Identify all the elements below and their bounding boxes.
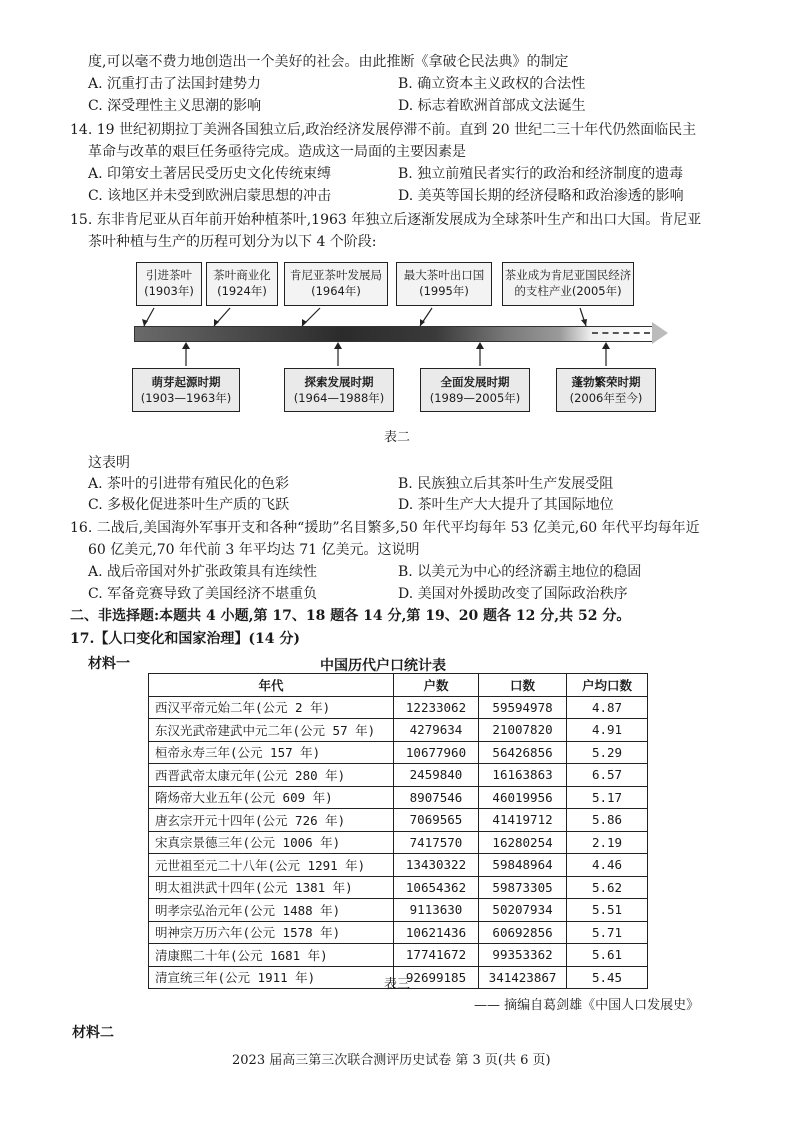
period-box bbox=[132, 368, 240, 412]
q17-title: 17.【人口变化和国家治理】(14 分) bbox=[70, 631, 300, 647]
table-title: 中国历代户口统计表 bbox=[320, 658, 446, 674]
q16-line1: 16. 二战后,美国海外军事开支和各种“援助”名目繁多,50 年代平均每年 53 亿美元,60 年代平均每年近 bbox=[70, 520, 700, 536]
period-name: 探索发展时期 bbox=[304, 375, 374, 389]
table-row bbox=[149, 696, 648, 719]
population-cell: 21007820 bbox=[479, 719, 567, 742]
event-name: 肯尼亚茶叶发展局 bbox=[290, 268, 382, 282]
material-1-label: 材料一 bbox=[88, 656, 130, 672]
population-cell: 50207934 bbox=[479, 899, 567, 922]
era-cell: 明孝宗弘治元年(公元 1488 年) bbox=[149, 899, 394, 922]
q15-line1: 15. 东非肯尼亚从百年前开始种植茶叶,1963 年独立后逐渐发展成为全球茶叶生产和出口大国。肯尼亚 bbox=[70, 212, 702, 228]
avg-cell: 5.45 bbox=[567, 966, 648, 989]
table-header-row bbox=[149, 674, 648, 697]
q16-option-d: D. 美国对外援助改变了国际政治秩序 bbox=[398, 586, 628, 602]
q14-option-d: D. 美英等国长期的经济侵略和政治渗透的影响 bbox=[398, 188, 684, 204]
households-cell: 9113630 bbox=[394, 899, 479, 922]
period-name: 蓬勃繁荣时期 bbox=[571, 375, 641, 389]
era-cell: 明神宗万历六年(公元 1578 年) bbox=[149, 921, 394, 944]
population-cell: 41419712 bbox=[479, 809, 567, 832]
q14-option-c: C. 该地区并未受到欧洲启蒙思想的冲击 bbox=[88, 188, 332, 204]
table2-caption: 表二 bbox=[384, 430, 411, 445]
era-cell: 清宣统三年(公元 1911 年) bbox=[149, 966, 394, 989]
q15-option-a: A. 茶叶的引进带有殖民化的色彩 bbox=[88, 476, 290, 492]
avg-cell: 4.87 bbox=[567, 696, 648, 719]
timeline-dashes bbox=[592, 332, 650, 334]
era-cell: 宋真宗景德三年(公元 1006 年) bbox=[149, 831, 394, 854]
era-cell: 唐玄宗开元十四年(公元 726 年) bbox=[149, 809, 394, 832]
avg-cell: 5.17 bbox=[567, 786, 648, 809]
event-year: (1924年) bbox=[217, 284, 267, 298]
table-row bbox=[149, 921, 648, 944]
table-row bbox=[149, 719, 648, 742]
q14-line2: 革命与改革的艰巨任务亟待完成。造成这一局面的主要因素是 bbox=[88, 144, 466, 160]
q16-line2: 60 亿美元,70 年代前 3 年平均达 71 亿美元。这说明 bbox=[88, 542, 420, 558]
households-cell: 13430322 bbox=[394, 854, 479, 877]
households-cell: 10621436 bbox=[394, 921, 479, 944]
avg-cell: 5.86 bbox=[567, 809, 648, 832]
table-row bbox=[149, 876, 648, 899]
period-name: 萌芽起源时期 bbox=[151, 375, 221, 389]
q13-tail: 度,可以毫不费力地创造出一个美好的社会。由此推断《拿破仑民法典》的制定 bbox=[88, 54, 569, 70]
avg-cell: 5.51 bbox=[567, 899, 648, 922]
q16-option-c: C. 军备竞赛导致了美国经济不堪重负 bbox=[88, 586, 318, 602]
header-era: 年代 bbox=[149, 674, 394, 697]
households-cell: 2459840 bbox=[394, 764, 479, 787]
period-box bbox=[284, 368, 394, 412]
households-cell: 7417570 bbox=[394, 831, 479, 854]
q15-option-b: B. 民族独立后其茶叶生产发展受阻 bbox=[398, 476, 614, 492]
period-range: (1964—1988年) bbox=[293, 391, 385, 405]
era-cell: 西汉平帝元始二年(公元 2 年) bbox=[149, 696, 394, 719]
event-name: 最大茶叶出口国 bbox=[403, 268, 485, 282]
table-row bbox=[149, 831, 648, 854]
era-cell: 隋炀帝大业五年(公元 609 年) bbox=[149, 786, 394, 809]
q13-option-b: B. 确立资本主义政权的合法性 bbox=[398, 76, 586, 92]
avg-cell: 5.62 bbox=[567, 876, 648, 899]
era-cell: 清康熙二十年(公元 1681 年) bbox=[149, 944, 394, 967]
period-name: 全面发展时期 bbox=[440, 375, 510, 389]
population-cell: 341423867 bbox=[479, 966, 567, 989]
table3-caption: 表三 bbox=[384, 977, 411, 992]
avg-cell: 4.46 bbox=[567, 854, 648, 877]
timeline-bar bbox=[134, 326, 654, 342]
population-cell: 56426856 bbox=[479, 741, 567, 764]
event-year: (1964年) bbox=[311, 284, 361, 298]
avg-cell: 5.61 bbox=[567, 944, 648, 967]
event-name: 茶叶商业化 bbox=[213, 268, 271, 282]
table-row bbox=[149, 741, 648, 764]
avg-cell: 2.19 bbox=[567, 831, 648, 854]
q15-line2: 茶叶种植与生产的历程可划分为以下 4 个阶段: bbox=[88, 234, 377, 250]
tea-timeline-diagram bbox=[130, 262, 670, 422]
table-row bbox=[149, 786, 648, 809]
table-row bbox=[149, 944, 648, 967]
population-cell: 16163863 bbox=[479, 764, 567, 787]
event-name: 茶业成为肯尼亚国民经济 bbox=[504, 268, 632, 282]
timeline-arrowhead bbox=[652, 322, 668, 344]
era-cell: 明太祖洪武十四年(公元 1381 年) bbox=[149, 876, 394, 899]
q13-option-c: C. 深受理性主义思潮的影响 bbox=[88, 98, 262, 114]
households-cell: 17741672 bbox=[394, 944, 479, 967]
households-cell: 10677960 bbox=[394, 741, 479, 764]
q15-stem: 这表明 bbox=[88, 455, 130, 471]
q14-option-b: B. 独立前殖民者实行的政治和经济制度的遗毒 bbox=[398, 166, 684, 182]
avg-cell: 5.71 bbox=[567, 921, 648, 944]
period-range: (2006年至今) bbox=[569, 391, 643, 405]
q16-option-a: A. 战后帝国对外扩张政策具有连续性 bbox=[88, 564, 318, 580]
q14-option-a: A. 印第安土著居民受历史文化传统束缚 bbox=[88, 166, 332, 182]
population-cell: 59848964 bbox=[479, 854, 567, 877]
header-population: 口数 bbox=[479, 674, 567, 697]
population-cell: 99353362 bbox=[479, 944, 567, 967]
era-cell: 西晋武帝太康元年(公元 280 年) bbox=[149, 764, 394, 787]
households-cell: 10654362 bbox=[394, 876, 479, 899]
table-row bbox=[149, 854, 648, 877]
population-cell: 59873305 bbox=[479, 876, 567, 899]
event-year: (1903年) bbox=[144, 284, 194, 298]
material-2-label: 材料二 bbox=[72, 1025, 114, 1041]
period-box bbox=[556, 368, 656, 412]
population-table bbox=[148, 673, 648, 989]
era-cell: 元世祖至元二十八年(公元 1291 年) bbox=[149, 854, 394, 877]
avg-cell: 6.57 bbox=[567, 764, 648, 787]
period-range: (1903—1963年) bbox=[140, 391, 232, 405]
population-cell: 59594978 bbox=[479, 696, 567, 719]
table-source: —— 摘编自葛剑雄《中国人口发展史》 bbox=[474, 998, 700, 1013]
q13-option-a: A. 沉重打击了法国封建势力 bbox=[88, 76, 262, 92]
population-cell: 60692856 bbox=[479, 921, 567, 944]
event-year: (1995年) bbox=[419, 284, 469, 298]
era-cell: 桓帝永寿三年(公元 157 年) bbox=[149, 741, 394, 764]
q15-option-d: D. 茶叶生产大大提升了其国际地位 bbox=[398, 497, 614, 513]
population-cell: 16280254 bbox=[479, 831, 567, 854]
page-footer: 2023 届高三第三次联合测评历史试卷 第 3 页(共 6 页) bbox=[232, 1053, 551, 1068]
period-range: (1989—2005年) bbox=[429, 391, 521, 405]
table-row bbox=[149, 764, 648, 787]
header-households: 户数 bbox=[394, 674, 479, 697]
households-cell: 8907546 bbox=[394, 786, 479, 809]
event-year: 的支柱产业(2005年) bbox=[514, 284, 622, 298]
q13-option-d: D. 标志着欧洲首部成文法诞生 bbox=[398, 98, 586, 114]
era-cell: 东汉光武帝建武中元二年(公元 57 年) bbox=[149, 719, 394, 742]
q14-line1: 14. 19 世纪初期拉丁美洲各国独立后,政治经济发展停滞不前。直到 20 世纪二三十年代仍然面临民主 bbox=[70, 122, 697, 138]
households-cell: 92699185 bbox=[394, 966, 479, 989]
q16-option-b: B. 以美元为中心的经济霸主地位的稳固 bbox=[398, 564, 642, 580]
header-avg: 户均口数 bbox=[567, 674, 648, 697]
households-cell: 4279634 bbox=[394, 719, 479, 742]
table-row bbox=[149, 899, 648, 922]
table-row bbox=[149, 809, 648, 832]
avg-cell: 5.29 bbox=[567, 741, 648, 764]
period-box bbox=[420, 368, 530, 412]
q15-option-c: C. 多极化促进茶叶生产质的飞跃 bbox=[88, 497, 290, 513]
section-2-heading: 二、非选择题:本题共 4 小题,第 17、18 题各 14 分,第 19、20 题各 12 分,共 52 分。 bbox=[70, 608, 631, 624]
population-cell: 46019956 bbox=[479, 786, 567, 809]
households-cell: 12233062 bbox=[394, 696, 479, 719]
households-cell: 7069565 bbox=[394, 809, 479, 832]
event-name: 引进茶叶 bbox=[146, 268, 192, 282]
avg-cell: 4.91 bbox=[567, 719, 648, 742]
